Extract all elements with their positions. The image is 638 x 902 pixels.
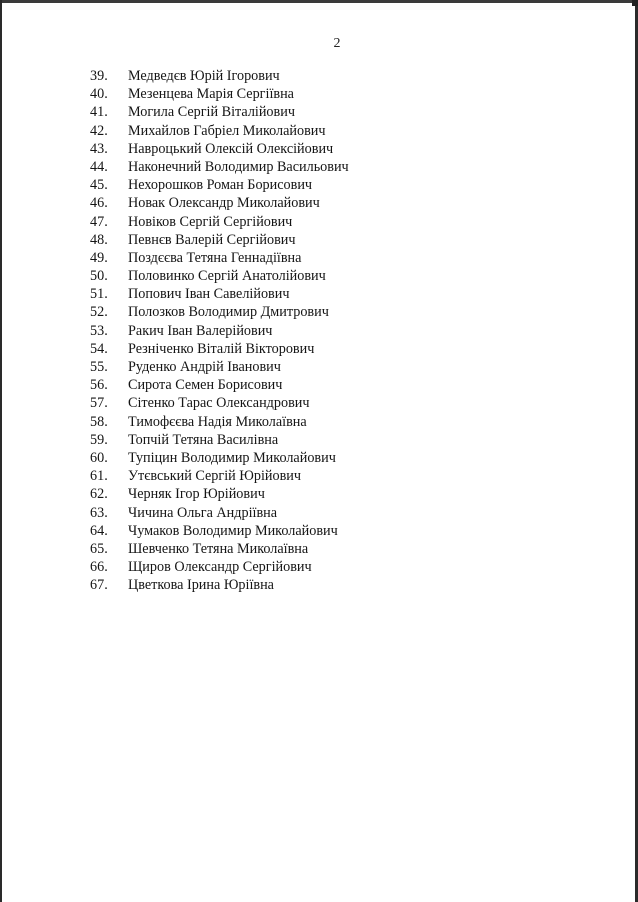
list-item-number: 52. [90,304,108,321]
list-item-name: Мезенцева Марія Сергіївна [128,86,294,103]
list-item-name: Певнєв Валерій Сергійович [128,231,296,248]
list-item-number: 51. [90,286,108,303]
list-item [90,413,349,431]
list-item [90,322,349,340]
list-item-number: 53. [90,322,108,339]
list-item [90,303,349,321]
list-item [90,340,349,358]
list-item-name: Руденко Андрій Іванович [128,359,281,375]
list-item-name: Половинко Сергій Анатолійович [128,268,326,285]
list-item-number: 57. [90,395,108,412]
list-item [90,285,349,303]
list-item [90,576,349,594]
list-item-name: Полозков Володимир Дмитрович [128,304,329,321]
list-item [90,540,349,558]
list-item [90,358,349,376]
list-item-number: 48. [90,231,108,248]
list-item-name: Тимофєєва Надія Миколаївна [128,413,307,430]
list-item-number: 49. [90,249,108,266]
list-item [90,231,349,249]
list-item-name: Поздєєва Тетяна Геннадіївна [128,249,302,266]
list-item [90,158,349,176]
list-item-name: Цветкова Ірина Юріївна [128,577,274,594]
list-item [90,176,349,194]
list-item [90,249,349,267]
list-item [90,431,349,449]
list-item-number: 60. [90,449,108,466]
list-item-number: 45. [90,177,108,194]
list-item-name: Шевченко Тетяна Миколаївна [128,540,309,557]
list-item-number: 63. [90,504,108,521]
list-item [90,103,349,121]
list-item [90,467,349,485]
list-item-name: Щиров Олександр Сергійович [128,559,312,576]
list-item-name: Могила Сергій Віталійович [128,104,295,121]
list-item [90,558,349,576]
list-item-name: Сітенко Тарас Олександрович [128,395,310,412]
list-item-name: Резніченко Віталій Вікторович [128,340,315,357]
list-item [90,522,349,540]
list-item-name: Утєвський Сергій Юрійович [128,468,302,485]
list-item [90,449,349,467]
list-item-number: 47. [90,213,108,230]
list-item [90,504,349,522]
list-item-number: 46. [90,195,108,212]
list-item-name: Нехорошков Роман Борисович [128,177,313,194]
scan-border-left [0,0,2,902]
list-item-number: 41. [90,104,108,121]
list-item-name: Новак Олександр Миколайович [128,195,320,212]
list-item [90,485,349,503]
list-item-name: Чичина Ольга Андріївна [128,504,278,521]
list-item-number: 55. [90,359,108,375]
list-item [90,140,349,158]
list-item-name: Черняк Ігор Юрійович [128,486,265,503]
list-item-number: 40. [90,86,108,103]
list-item [90,194,349,212]
list-item-name: Сирота Семен Борисович [128,377,283,394]
list-item [90,267,349,285]
list-item-number: 61. [90,468,108,485]
list-item [90,85,349,103]
list-item [90,376,349,394]
list-item-name: Навроцький Олексій Олексійович [128,140,334,157]
list-item-number: 56. [90,377,108,394]
list-item-name: Попович Іван Савелійович [128,286,290,303]
list-item-name: Новіков Сергій Сергійович [128,213,293,230]
list-item-number: 54. [90,340,108,357]
list-item [90,122,349,140]
list-item-number: 65. [90,540,108,557]
list-item [90,67,349,85]
list-item-number: 39. [90,68,108,84]
list-item-number: 43. [90,140,108,157]
list-item-name: Чумаков Володимир Миколайович [128,522,338,539]
list-item [90,394,349,412]
list-item-name: Топчій Тетяна Василівна [128,431,279,448]
list-item-number: 44. [90,158,108,175]
name-list [90,67,349,594]
list-item-number: 62. [90,486,108,503]
list-item-number: 66. [90,559,108,576]
scan-border-top [0,0,638,3]
page-number: 2 [333,36,341,51]
list-item-number: 64. [90,522,108,539]
list-item-name: Ракич Іван Валерійович [128,322,273,339]
list-item-number: 50. [90,268,108,285]
scan-corner-mark [632,0,638,6]
list-item-name: Медведєв Юрій Ігорович [128,68,280,84]
list-item-name: Наконечний Володимир Васильович [128,158,349,175]
list-item-number: 58. [90,413,108,430]
list-item-number: 67. [90,577,108,594]
list-item-name: Тупіцин Володимир Миколайович [128,449,336,466]
list-item-number: 42. [90,122,108,139]
list-item [90,213,349,231]
list-item-name: Михайлов Габріел Миколайович [128,122,326,139]
list-item-number: 59. [90,431,108,448]
